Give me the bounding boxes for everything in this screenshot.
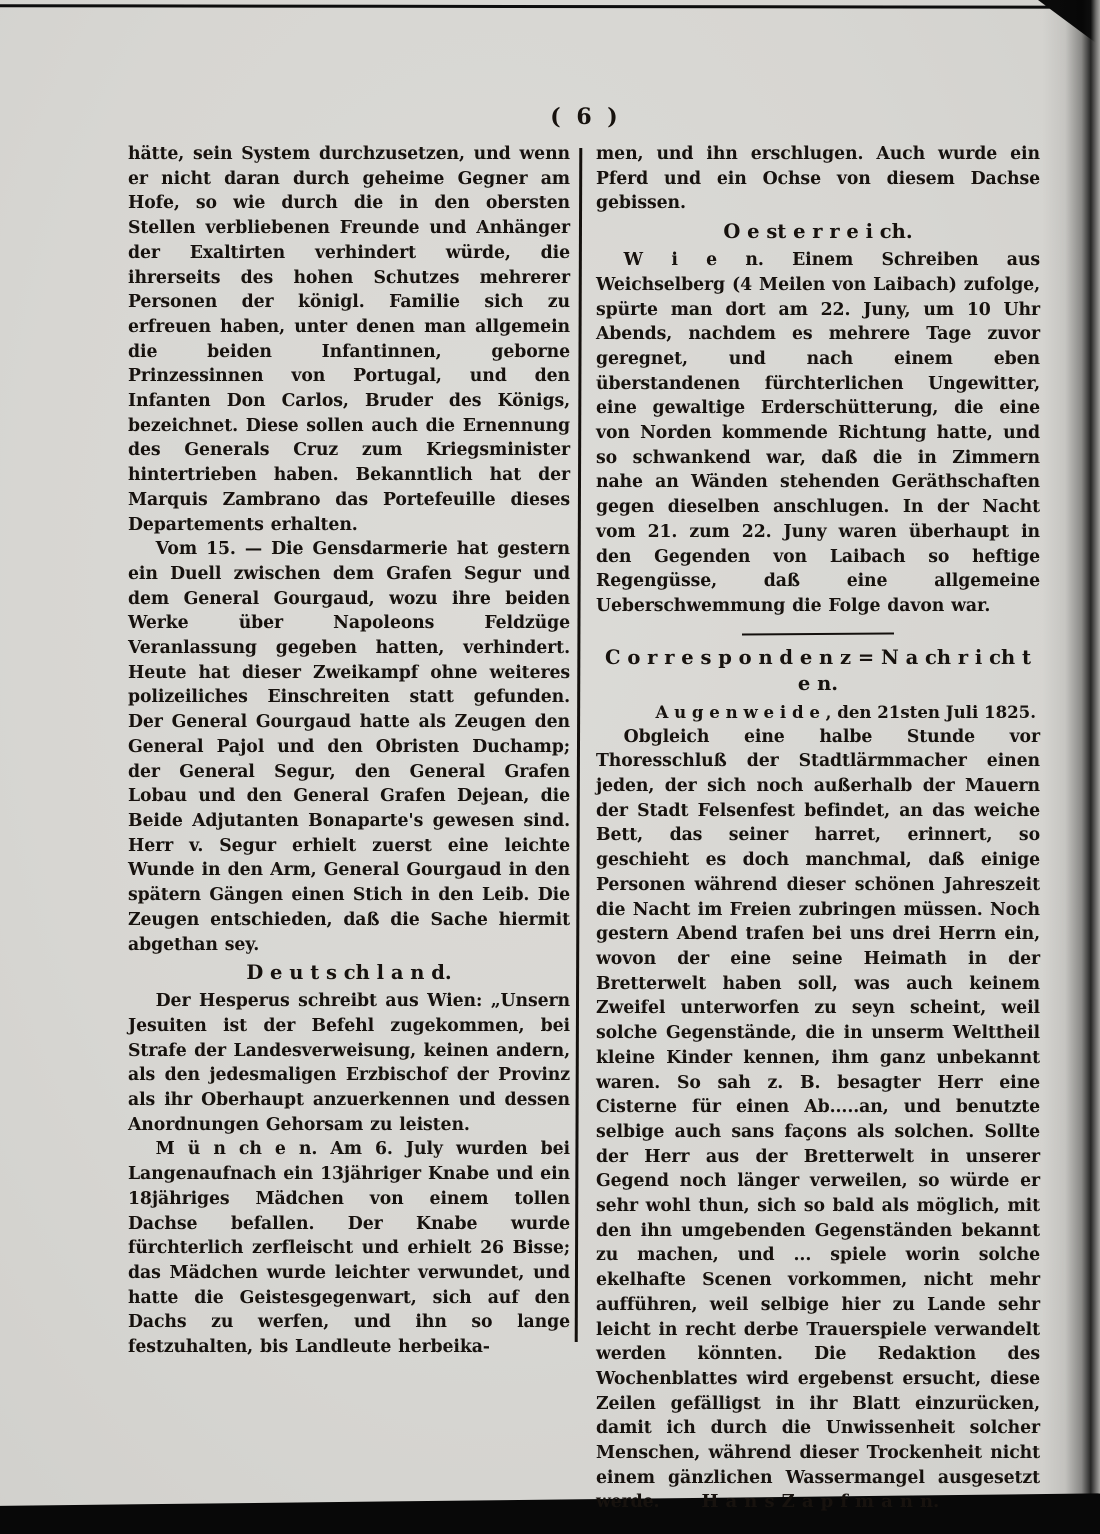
page-edge-top (0, 4, 1100, 9)
signature-hans-zapfmann: H a n s Z a p f m a n n. (701, 1491, 940, 1513)
page-number: ( 6 ) (550, 104, 622, 130)
paragraph-wien: W i e n. Einem Schreiben aus Weichselberg (4 Meilen von Laibach) zufolge, spürte man dort am 22. Juny, um 10 Uhr Abends, nachdem es mehrere Tage zuvor geregnet, und nach einem eben überstandenen fürchterlichen Ungewitter, eine gewaltige Erderschütterung, die eine von Norden kommende Richtung hatte, und so schwankend war, daß die in Zimmern nahe an Wänden stehenden Geräthschaften gegen dieselben anschlugen. In der Nacht vom 21. zum 22. Juny waren überhaupt in den Gegenden von Laibach so heftige Regengüsse, daß eine allgemeine Ueberschwemmung die Folge davon war. (596, 250, 1040, 616)
paragraph-muenchen: M ü n ch e n. Am 6. July wurden bei Langenaufnach ein 13jähriger Knabe und ein 18jähriges Mädchen von einem tollen Dachse befallen. Der Knabe wurde fürchterlich zerfleischt und erhielt 26 Bisse; das Mädchen wurde leichter verwundet, und hatte die Geistesgegenwart, sich auf den Dachs zu werfen, und ihn so lange festzuhalten, bis Landleute herbeika- (128, 1139, 570, 1358)
heading-oesterreich: O e st e r r e i ch. (723, 220, 913, 244)
dateline-augenweide: A u g e n w e i d e , den 21sten Juli 1825. (655, 701, 1036, 722)
column-right (596, 142, 1040, 1515)
heading-correspondenz: C o r r e s p o n d e n z = N a ch r i ch t e n. (605, 645, 1031, 695)
paragraph-spain-continuation: hätte, sein System durchzusetzen, und wenn er nicht daran durch geheime Gegner am Hofe, so wie durch die in den obersten Stellen verbliebenen Freunde und Anhänger der Exaltirten verhindert würde, die ihrerseits des hohen Schutzes mehrerer Personen der königl. Familie sich zu erfreuen haben, unter denen man allgemein die beiden Infantinnen, geborne Prinzessinnen von Portugal, und den Infanten Don Carlos, Bruder des Königs, bezeichnet. Diese sollen auch die Ernennung des Generals Cruz zum Kriegsminister hintertrieben haben. Bekanntlich hat der Marquis Zambrano das Portefeuille dieses Departements erhalten. (128, 144, 570, 535)
section-divider-rule (742, 632, 894, 635)
page-edge-right-shadow (1042, 0, 1100, 1534)
paragraph-augenweide (596, 725, 1040, 1516)
paragraph-badger-continuation: men, und ihn erschlugen. Auch wurde ein Pferd und ein Ochse von diesem Dachse gebissen. (596, 144, 1040, 214)
paragraph-vom-15: Vom 15. — Die Gensdarmerie hat gestern ein Duell zwischen dem Grafen Segur und dem General Gourgaud, wozu ihre beiden Werke über Napoleons Feldzüge Veranlassung gegeben hatten, verhindert. Heute hat dieser Zweikampf ohne weiteres polizeiliches Einschreiten statt gefunden. Der General Gourgaud hatte als Zeugen den General Pajol und den Obristen Duchamp; der General Segur, den General Grafen Lobau und den General Grafen Dejean, die Beide Adjutanten Bonaparte's gewesen sind. Herr v. Segur erhielt zuerst eine leichte Wunde in den Arm, General Gourgaud in den spätern Gängen einen Stich in den Leib. Die Zeugen entschieden, daß die Sache hiermit abgethan sey. (128, 539, 570, 955)
paragraph-augenweide-text: Obgleich eine halbe Stunde vor Thoresschluß der Stadtlärmmacher einen jeden, der sich noch außerhalb der Mauern der Stadt Felsenfest befindet, an das weiche Bett, das seiner harret, erinnert, so geschieht es doch manchmal, daß einige Personen während dieser schönen Jahreszeit die Nacht im Freien zubringen müssen. Noch gestern Abend trafen bei uns drei Herrn ein, wovon der eine seine Heimath in der Bretterwelt haben soll, was auch keinem Zweifel unterworfen zu seyn scheint, weil solche Gegenstände, die in unserm Welttheil kleine Kinder kennen, ihm ganz unbekannt waren. So sah z. B. besagter Herr eine Cisterne für einen Ab.....an, und benutzte selbige auch sans façons als solchen. Sollte der Herr aus der Bretterwelt in unserer Gegend noch länger verweilen, so würde er sehr wohl thun, sich so bald als möglich, mit den ihn umgebenden Gegenständen bekannt zu machen, und ... spiele worin solche ekelhafte Scenen vorkommen, nicht mehr aufführen, weil selbige hier zu Lande sehr leicht in recht derbe Trauerspiele verwandelt werden könnten. Die Redaktion des Wochenblattes wird ergebenst ersucht, diese Zeilen gefälligst in ihr Blatt einzurücken, damit ich durch die Unwissenheit solcher Menschen, während dieser Trockenheit nicht einem gänzlichen Wassermangel ausgesetzt werde. (596, 726, 1040, 1513)
text-columns (128, 142, 1042, 1515)
paragraph-hesperus: Der Hesperus schreibt aus Wien: „Unsern Jesuiten ist der Befehl zugekommen, bei Strafe der Landesverweisung, keinen andern, als den jedesmaligen Erzbischof der Provinz als ihr Oberhaupt anzuerkennen und dessen Anordnungen Gehorsam zu leisten. (128, 991, 570, 1135)
heading-deutschland: D e u t s ch l a n d. (246, 961, 452, 985)
column-left (128, 142, 570, 1515)
